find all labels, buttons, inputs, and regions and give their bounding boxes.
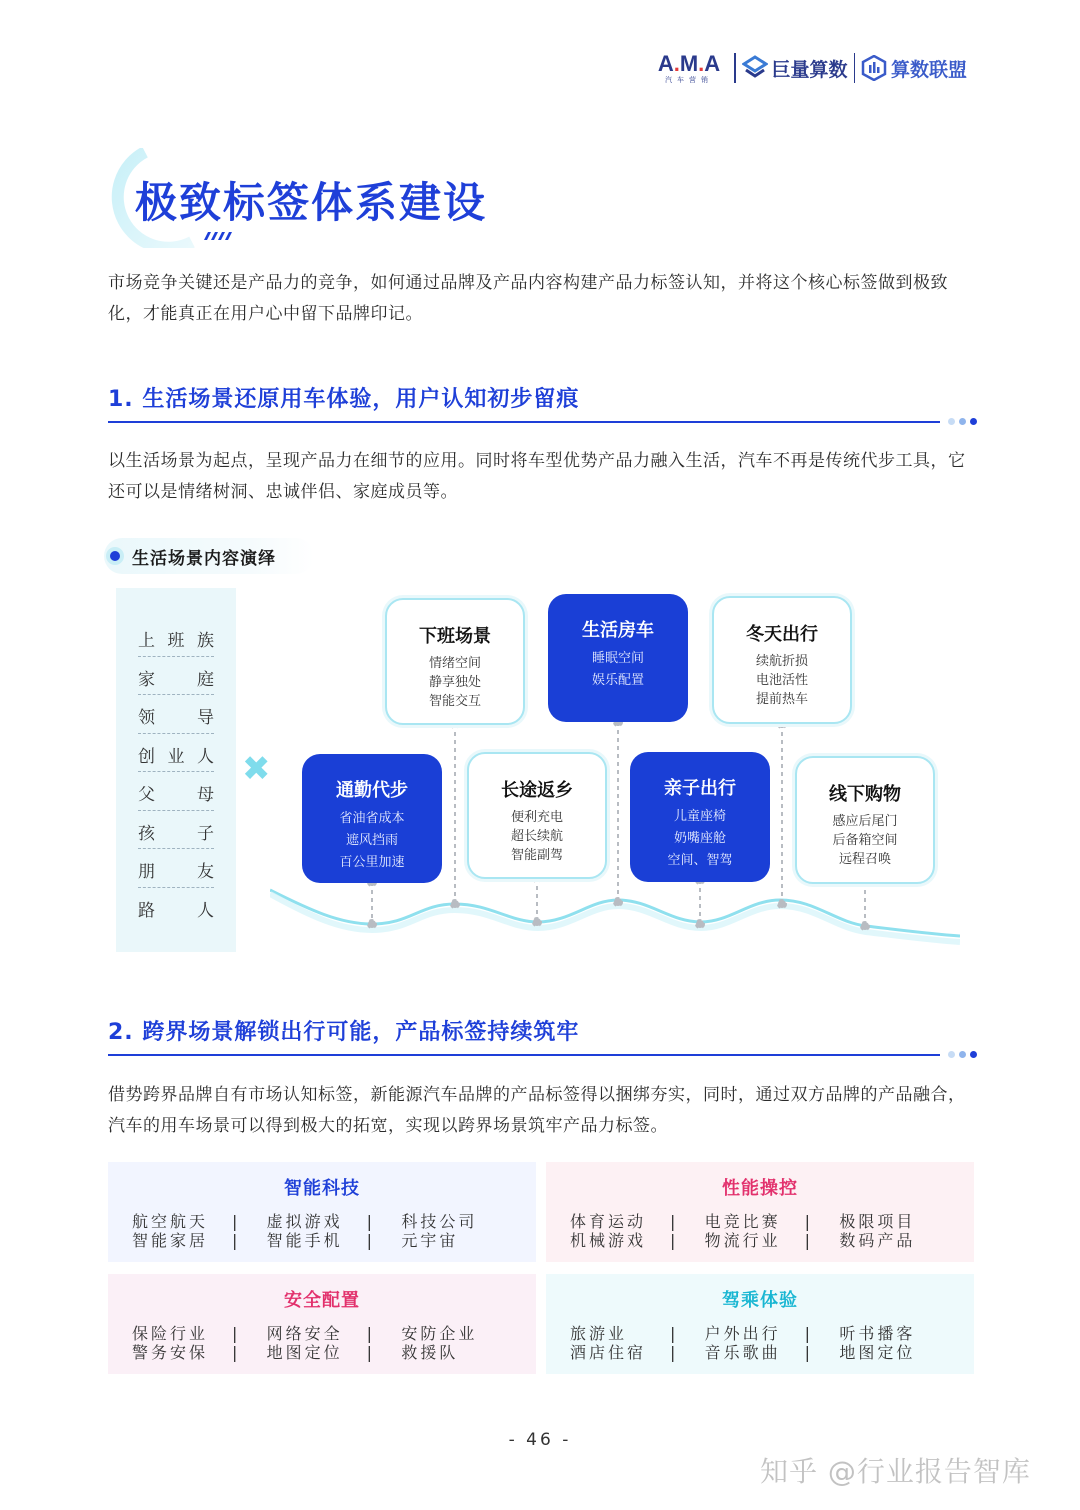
ama-logo-subtext: 汽车营销 <box>665 75 713 84</box>
tag-box <box>546 1162 974 1262</box>
tag-box-title: 性能操控 <box>722 1178 798 1199</box>
scene-card: 线下购物 感应后尾门 后备箱空间 远程召唤 <box>795 756 935 884</box>
suanshu-logo-text: 算数联盟 <box>891 58 968 81</box>
section2-dots <box>948 1051 977 1058</box>
intro-paragraph: 市场竞争关键还是产品力的竞争，如何通过品牌及产品内容构建产品力标签认知，并将这个核心标签做到极致化，才能真正在用户心中留下品牌印记。 <box>108 273 948 324</box>
header-logos <box>650 48 990 88</box>
page-title: 极致标签体系建设 <box>135 178 488 227</box>
tag-row: 酒店住宿 | 音乐歌曲 | 地图定位 <box>570 1343 916 1362</box>
tag-box <box>108 1274 536 1374</box>
tag-box-title: 智能科技 <box>284 1178 360 1199</box>
list-item: 家 庭 <box>138 657 214 696</box>
list-item: 路 人 <box>138 901 214 922</box>
roles-list <box>116 588 236 952</box>
tag-row: 航空航天 | 虚拟游戏 | 科技公司 <box>132 1212 478 1231</box>
scene-card: 长途返乡 便利充电 超长续航 智能副驾 <box>467 752 607 879</box>
list-item: 父 母 <box>138 772 214 811</box>
ama-logo-text: A.M.A <box>657 50 721 76</box>
scene-card: 生活房车 睡眠空间 娱乐配置 <box>548 594 688 722</box>
tag-row: 旅游业 | 户外出行 | 听书播客 <box>570 1324 916 1343</box>
ama-logo <box>650 50 728 84</box>
tag-row: 体育运动 | 电竞比赛 | 极限项目 <box>570 1212 916 1231</box>
juliang-logo <box>742 55 848 82</box>
section1-dots <box>948 418 977 425</box>
list-item: 上 班 族 <box>138 618 214 657</box>
tag-row: 保险行业 | 网络安全 | 安防企业 <box>132 1324 478 1343</box>
tag-row: 智能家居 | 智能手机 | 元宇宙 <box>132 1231 459 1250</box>
tag-box-title: 安全配置 <box>284 1290 360 1311</box>
list-item: 孩 子 <box>138 811 214 850</box>
list-item: 领 导 <box>138 695 214 734</box>
subheading-text: 生活场景内容演绎 <box>132 548 276 569</box>
suanshu-logo <box>861 55 967 82</box>
section2-divider <box>108 1054 940 1056</box>
subheading-pill <box>104 538 314 574</box>
tag-row: 警务安保 | 地图定位 | 救援队 <box>132 1343 459 1362</box>
tag-box-title: 驾乘体验 <box>722 1290 798 1311</box>
list-item: 朋 友 <box>138 849 214 888</box>
logo-divider <box>854 53 856 83</box>
cross-icon: ✖ <box>242 749 271 789</box>
page-number: - 46 - <box>508 1430 572 1450</box>
bullet-icon <box>106 547 124 565</box>
section1-title: 1. 生活场景还原用车体验，用户认知初步留痕 <box>108 387 580 412</box>
list-item: 创 业 人 <box>138 734 214 773</box>
tag-box <box>546 1274 974 1374</box>
scene-card: 通勤代步 省油省成本 遮风挡雨 百公里加速 <box>302 754 442 883</box>
scene-card: 下班场景 情绪空间 静享独处 智能交互 <box>385 598 525 725</box>
section1-paragraph: 以生活场景为起点，呈现产品力在细节的应用。同时将车型优势产品力融入生活，汽车不再是传统代步工具，它还可以是情绪树洞、忠诚伴侣、家庭成员等。 <box>108 451 966 502</box>
scene-card: 亲子出行 儿童座椅 奶嘴座舱 空间、智驾 <box>630 752 770 882</box>
suanshu-logo-icon <box>861 55 887 81</box>
scene-card: 冬天出行 续航折损 电池活性 提前热车 <box>712 596 852 724</box>
logo-divider <box>734 53 736 83</box>
section1-divider <box>108 421 940 423</box>
tag-row: 机械游戏 | 物流行业 | 数码产品 <box>570 1231 916 1250</box>
juliang-logo-text: 巨量算数 <box>771 58 848 81</box>
tag-box <box>108 1162 536 1262</box>
juliang-logo-icon <box>742 55 768 81</box>
section2-paragraph: 借势跨界品牌自有市场认知标签，新能源汽车品牌的产品标签得以捆绑夯实，同时，通过双方品牌的产品融合，汽车的用车场景可以得到极大的拓宽，实现以跨界场景筑牢产品力标签。 <box>108 1085 966 1136</box>
watermark: 知乎 @行业报告智库 <box>760 1455 1031 1488</box>
section2-title: 2. 跨界场景解锁出行可能，产品标签持续筑牢 <box>108 1020 580 1045</box>
